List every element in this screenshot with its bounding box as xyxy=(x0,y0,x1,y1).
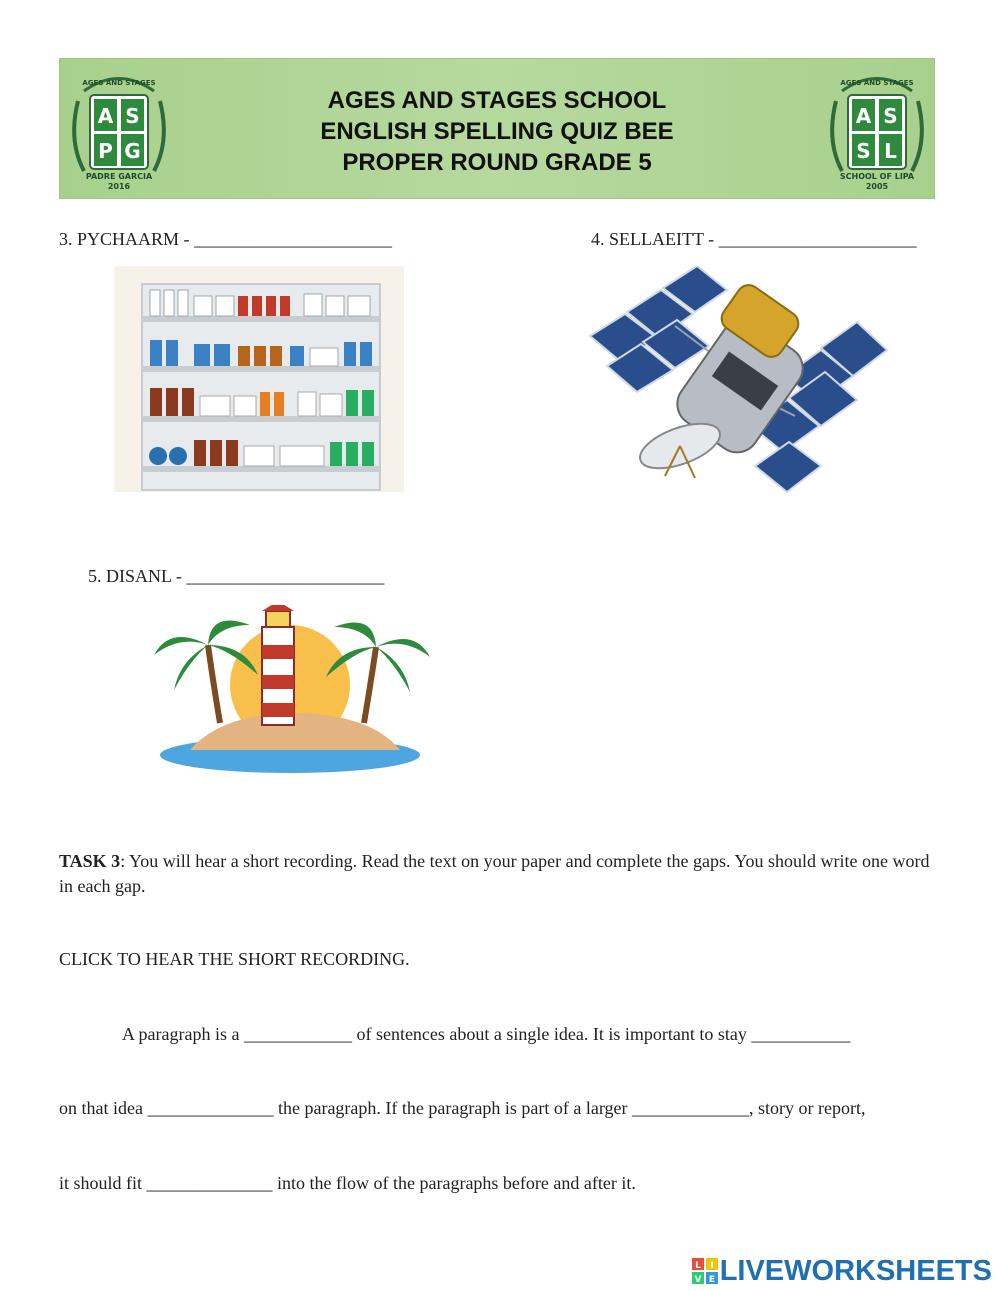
logo-right-letter-4: L xyxy=(884,139,897,163)
island-icon xyxy=(150,605,432,777)
pharmacy-shelf-icon xyxy=(114,266,404,492)
icon-letter-i: I xyxy=(710,1261,714,1271)
logo-left-letter-1: A xyxy=(97,104,114,128)
question-4-label: 4. SELLAEITT - ______________________ xyxy=(591,229,917,249)
paragraph-line-2: on that idea ______________ the paragraph. If the paragraph is part of a larger _____________, story or report, xyxy=(59,1098,866,1118)
task-3-text: : You will hear a short recording. Read the text on your paper and complete the gaps. You should write one word in each gap. xyxy=(59,851,930,896)
logo-right-year: 2005 xyxy=(865,182,889,191)
icon-letter-l: L xyxy=(694,1261,701,1271)
task-3-instruction xyxy=(59,849,939,899)
icon-letter-v: V xyxy=(694,1275,702,1284)
banner-title-line1: AGES AND STAGES SCHOOL xyxy=(327,87,667,114)
task-3-title: TASK 3 xyxy=(59,851,121,871)
question-3-label: 3. PYCHAARM - ______________________ xyxy=(59,229,393,249)
banner-title-line2: ENGLISH SPELLING QUIZ BEE xyxy=(320,118,674,145)
logo-right-bottom-text: SCHOOL OF LIPA xyxy=(839,172,915,181)
satellite-icon xyxy=(585,266,895,496)
logo-right-letter-3: S xyxy=(856,139,871,163)
question-5-label: 5. DISANL - ______________________ xyxy=(88,566,385,586)
logo-left-letter-4: G xyxy=(124,139,141,163)
logo-left-year: 2016 xyxy=(107,182,131,191)
logo-left-top-text: AGES AND STAGES xyxy=(82,79,156,87)
liveworksheets-brand-text: LIVEWORKSHEETS xyxy=(719,1254,992,1287)
logo-left-letter-2: S xyxy=(125,104,140,128)
banner-title-line3: PROPER ROUND GRADE 5 xyxy=(342,149,652,176)
audio-recording-link[interactable]: CLICK TO HEAR THE SHORT RECORDING. xyxy=(59,949,410,969)
logo-right-letter-2: S xyxy=(883,104,898,128)
liveworksheets-logo xyxy=(692,1254,992,1288)
paragraph-line-1: A paragraph is a ____________ of sentences about a single idea. It is important to stay ___________ xyxy=(122,1024,851,1044)
logo-right-letter-1: A xyxy=(855,104,872,128)
paragraph-line-3: it should fit ______________ into the flow of the paragraphs before and after it. xyxy=(59,1173,636,1193)
school-logo-right xyxy=(822,61,932,196)
icon-letter-e: E xyxy=(708,1275,715,1284)
logo-left-letter-3: P xyxy=(98,139,113,163)
header-banner xyxy=(59,58,935,199)
logo-right-top-text: AGES AND STAGES xyxy=(840,79,914,87)
banner-title xyxy=(60,85,934,178)
liveworksheets-icon xyxy=(692,1258,718,1284)
logo-left-bottom-text: PADRE GARCIA xyxy=(85,172,153,181)
